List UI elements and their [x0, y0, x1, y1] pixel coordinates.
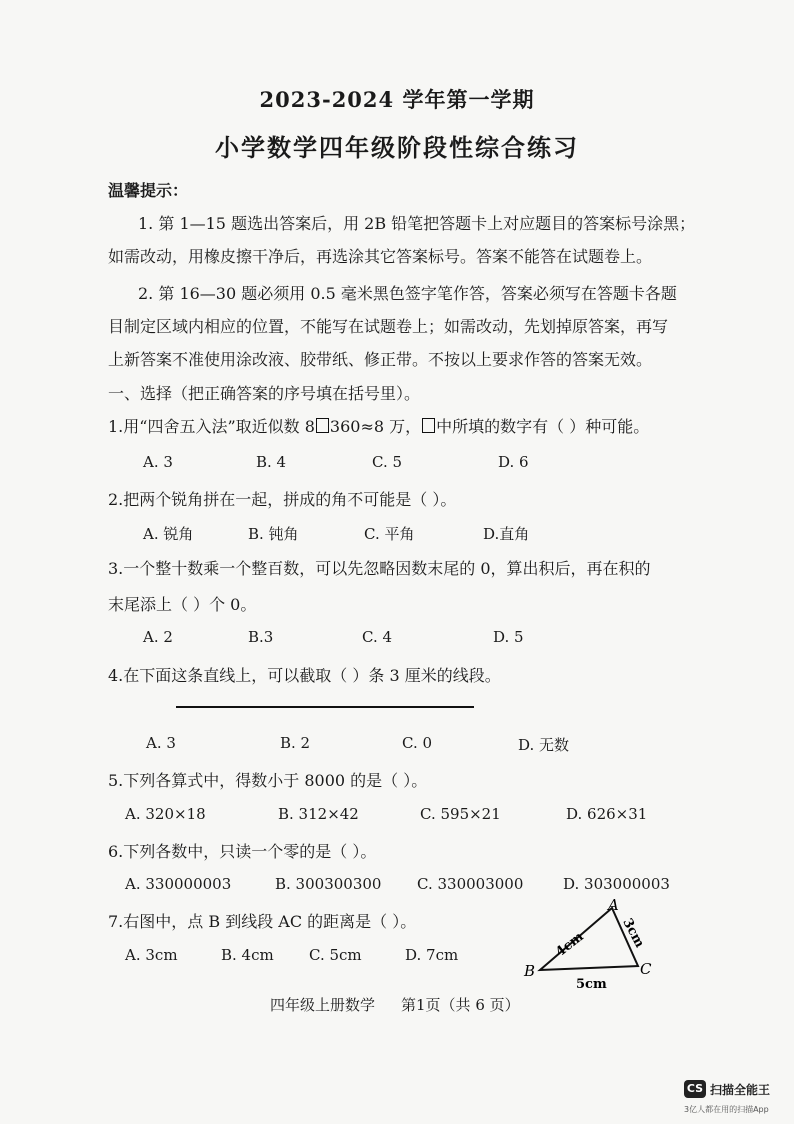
- footer-subject: 四年级上册数学: [270, 996, 376, 1014]
- scanner-tagline: 3亿人都在用的扫描App: [684, 1105, 769, 1114]
- vertex-b-label: B: [524, 962, 536, 980]
- question-7-option-a: A. 3cm: [125, 946, 178, 964]
- triangle-figure: [520, 896, 670, 992]
- question-7-stem: 7.右图中，点 B 到线段 AC 的距离是（ ）。: [108, 912, 417, 931]
- question-4-option-a: A. 3: [146, 734, 176, 752]
- tip2-line2: 目制定区域内相应的位置，不能写在试题卷上；如需改动，先划掉原答案，再写: [108, 317, 669, 336]
- footer-page-number: 第1页（共 6 页）: [401, 996, 520, 1014]
- question-5-option-b: B. 312×42: [278, 805, 359, 823]
- question-3-option-a: A. 2: [143, 628, 173, 646]
- question-4-option-d: D. 无数: [518, 736, 570, 754]
- tip1-line1: 1. 第 1—15 题选出答案后，用 2B 铅笔把答题卡上对应题目的答案标号涂黑；: [138, 214, 696, 233]
- question-1-option-b: B. 4: [256, 453, 287, 471]
- question-3-option-c: C. 4: [362, 628, 393, 646]
- question-3-stem: 3.一个整十数乘一个整百数，可以先忽略因数末尾的 0，算出积后，再在积的: [108, 559, 651, 578]
- question-5-option-d: D. 626×31: [566, 805, 648, 823]
- blank-box-icon: [422, 418, 435, 433]
- vertex-a-label: A: [608, 896, 619, 914]
- question-5-option-c: C. 595×21: [420, 805, 501, 823]
- question-5-stem: 5.下列各算式中，得数小于 8000 的是（ ）。: [108, 771, 428, 790]
- question-1-option-d: D. 6: [498, 453, 529, 471]
- semester-title: 2023-2024 学年第一学期: [259, 87, 535, 112]
- question-3-option-d: D. 5: [493, 628, 524, 646]
- straight-line-figure: [176, 706, 474, 708]
- question-1-stem: [108, 414, 649, 437]
- question-6-option-a: A. 330000003: [125, 875, 232, 893]
- exam-title: 小学数学四年级阶段性综合练习: [215, 133, 579, 162]
- blank-box-icon: [316, 418, 329, 433]
- question-6-option-d: D. 303000003: [563, 875, 670, 893]
- question-1-stem-a: 1.用“四舍五入法”取近似数 8: [108, 417, 315, 436]
- side-ac-label: 3cm: [619, 916, 647, 951]
- question-3-option-b: B.3: [248, 628, 274, 646]
- question-2-option-d: D.直角: [483, 525, 530, 543]
- question-7-option-d: D. 7cm: [405, 946, 459, 964]
- question-5-option-a: A. 320×18: [125, 805, 206, 823]
- section1-title: 一、选择（把正确答案的序号填在括号里）。: [108, 384, 421, 403]
- question-1-stem-b: 360≈8 万，: [329, 417, 422, 436]
- question-2-option-c: C. 平角: [364, 525, 415, 543]
- question-6-option-b: B. 300300300: [275, 875, 382, 893]
- question-2-option-a: A. 锐角: [143, 525, 194, 543]
- tips-heading: 温馨提示：: [108, 181, 189, 200]
- tip2-line1: 2. 第 16—30 题必须用 0.5 毫米黑色签字笔作答，答案必须写在答题卡各题: [138, 284, 677, 303]
- scanner-watermark: [684, 1080, 784, 1120]
- question-2-stem: 2.把两个锐角拼在一起，拼成的角不可能是（ ）。: [108, 490, 457, 509]
- page-footer: [270, 994, 546, 1015]
- question-7-option-b: B. 4cm: [221, 946, 274, 964]
- question-1-option-a: A. 3: [143, 453, 173, 471]
- question-1-option-c: C. 5: [372, 453, 403, 471]
- question-7-option-c: C. 5cm: [309, 946, 362, 964]
- question-6-option-c: C. 330003000: [417, 875, 524, 893]
- side-ab-label: 4cm: [553, 929, 587, 961]
- camscanner-logo-icon: CS: [684, 1080, 706, 1098]
- side-bc-label: 5cm: [576, 977, 607, 992]
- question-4-option-b: B. 2: [280, 734, 311, 752]
- triangle-abc: [540, 908, 638, 970]
- tip2-line3: 上新答案不准使用涂改液、胶带纸、修正带。不按以上要求作答的答案无效。: [108, 350, 653, 369]
- question-2-option-b: B. 钝角: [248, 525, 299, 543]
- tip1-line2: 如需改动，用橡皮擦干净后，再选涂其它答案标号。答案不能答在试题卷上。: [108, 247, 653, 266]
- question-1-stem-c: 中所填的数字有（ ）种可能。: [436, 417, 650, 436]
- scanner-app-name: 扫描全能王: [710, 1083, 771, 1097]
- question-4-option-c: C. 0: [402, 734, 433, 752]
- vertex-c-label: C: [640, 960, 652, 978]
- question-4-stem: 4.在下面这条直线上，可以截取（ ）条 3 厘米的线段。: [108, 666, 501, 685]
- question-3-stem-2: 末尾添上（ ）个 0。: [108, 595, 257, 614]
- question-6-stem: 6.下列各数中，只读一个零的是（ ）。: [108, 842, 377, 861]
